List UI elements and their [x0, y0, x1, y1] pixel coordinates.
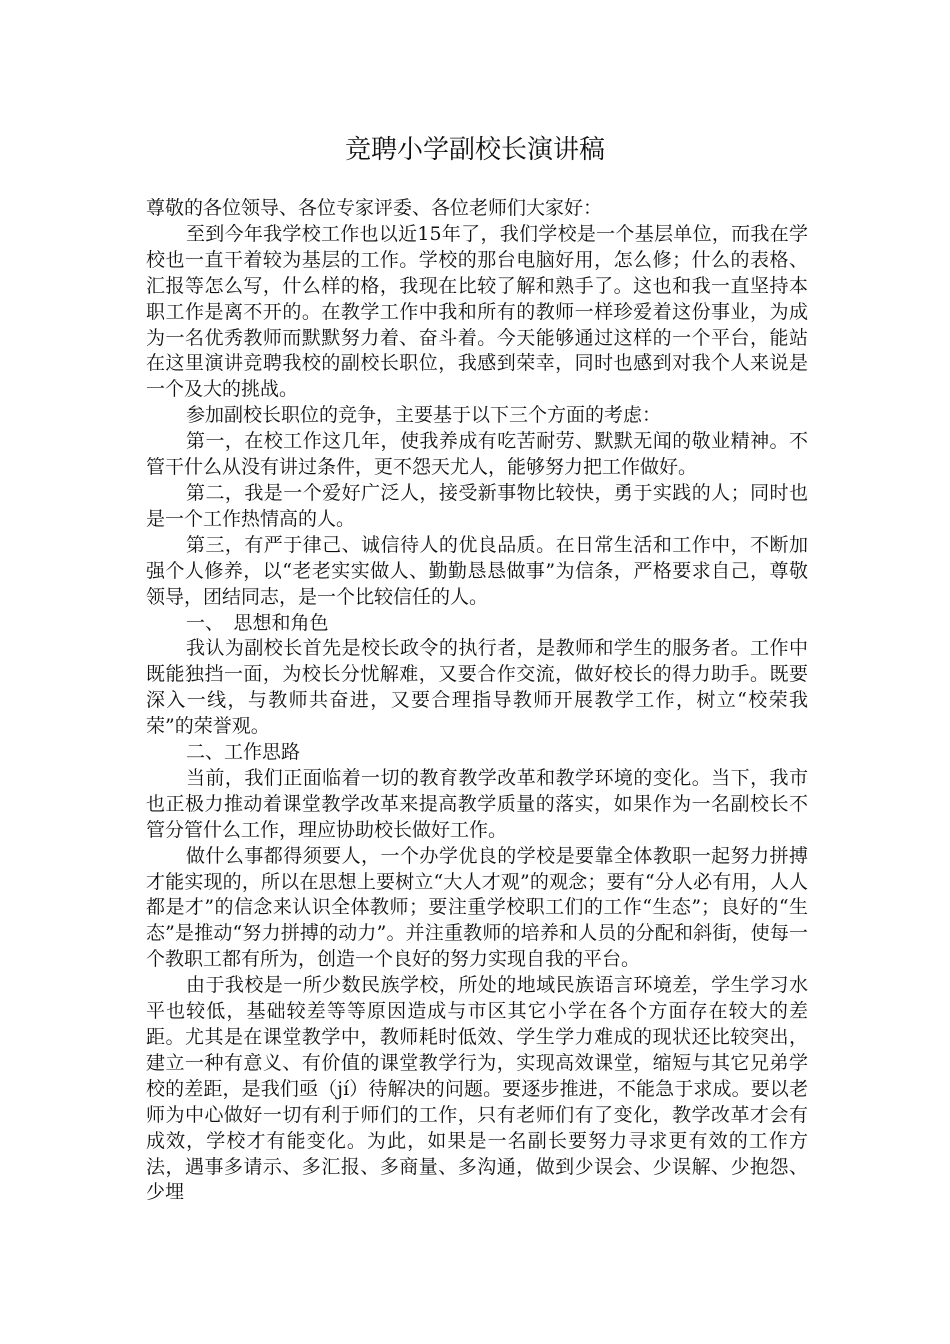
paragraph: 二、工作思路: [186, 741, 301, 764]
paragraph: 由于我校是一所少数民族学校，所处的地域民族语言环境差，学生学习水平也较低，基础较差等等原因造成与市区其它小学在各个方面存在较大的差距。尤其是在课堂教学中，教师耗时低效、学生学力难成的现状还比较突出，建立一种有意义、有价值的课堂教学行为，实现高效课堂，缩短与其它兄弟学校的差距，是我们亟（jí）待解决的问题。要逐步推进，不能急于求成。要以老师为中心做好一切有利于师们的工作，只有老师们有了变化，教学改革才会有成效，学校才有能变化。为此，如果是一名副长要努力寻求更有效的工作方法，遇事多请示、多汇报、多商量、多沟通，做到少误会、少误解、少抱怨、少埋: [146, 974, 808, 1204]
paragraph: 做什么事都得须要人，一个办学优良的学校是要靠全体教职一起努力拼搏才能实现的，所以在思想上要树立“大人才观”的观念；要有“分人必有用，人人都是才”的信念来认识全体教师；要注重学校职工们的工作“生态”；良好的“生态”是推动“努力拼搏的动力”。并注重教师的培养和人员的分配和斜街，使每一个教职工都有所为，创造一个良好的努力实现自我的平台。: [146, 844, 808, 971]
paragraph: 第三，有严于律己、诚信待人的优良品质。在日常生活和工作中，不断加强个人修养，以“老老实实做人、勤勤恳恳做事”为信条，严格要求自己，尊敬领导，团结同志，是一个比较信任的人。: [146, 533, 808, 608]
paragraph: 当前，我们正面临着一切的教育教学改革和教学环境的变化。当下，我市也正极力推动着课堂教学改革来提高教学质量的落实，如果作为一名副校长不管分管什么工作，理应协助校长做好工作。: [146, 766, 808, 841]
paragraph: 一、 思想和角色: [186, 611, 329, 634]
paragraph: 我认为副校长首先是校长政令的执行者，是教师和学生的服务者。工作中既能独挡一面，为校长分忧解难，又要合作交流，做好校长的得力助手。既要深入一线，与教师共奋进，又要合理指导教师开展教学工作，树立“校荣我荣”的荣誉观。: [146, 637, 808, 738]
document-title: 竞聘小学副校长演讲稿: [344, 135, 605, 165]
paragraph: 参加副校长职位的竞争，主要基于以下三个方面的考虑：: [186, 404, 662, 427]
paragraph: 至到今年我学校工作也以近15年了，我们学校是一个基层单位，而我在学校也一直干着较为基层的工作。学校的那台电脑好用，怎么修；什么的表格、汇报等怎么写，什么样的格，我现在比较了解和熟手了。这也和我一直坚持本职工作是离不开的。在教学工作中我和所有的教师一样珍爱着这份事业，为成为一名优秀教师而默默努力着、奋斗着。今天能够通过这样的一个平台，能站在这里演讲竞聘我校的副校长职位，我感到荣幸，同时也感到对我个人来说是一个及大的挑战。: [146, 222, 808, 401]
paragraph: 第一，在校工作这几年，使我养成有吃苦耐劳、默默无闻的敬业精神。不管干什么从没有讲过条件，更不怨天尤人，能够努力把工作做好。: [146, 430, 808, 479]
salutation: 尊敬的各位领导、各位专家评委、各位老师们大家好：: [146, 197, 603, 219]
paragraph: 第二，我是一个爱好广泛人，接受新事物比较快，勇于实践的人；同时也是一个工作热情高的人。: [146, 481, 808, 530]
document-body: [146, 196, 808, 1206]
